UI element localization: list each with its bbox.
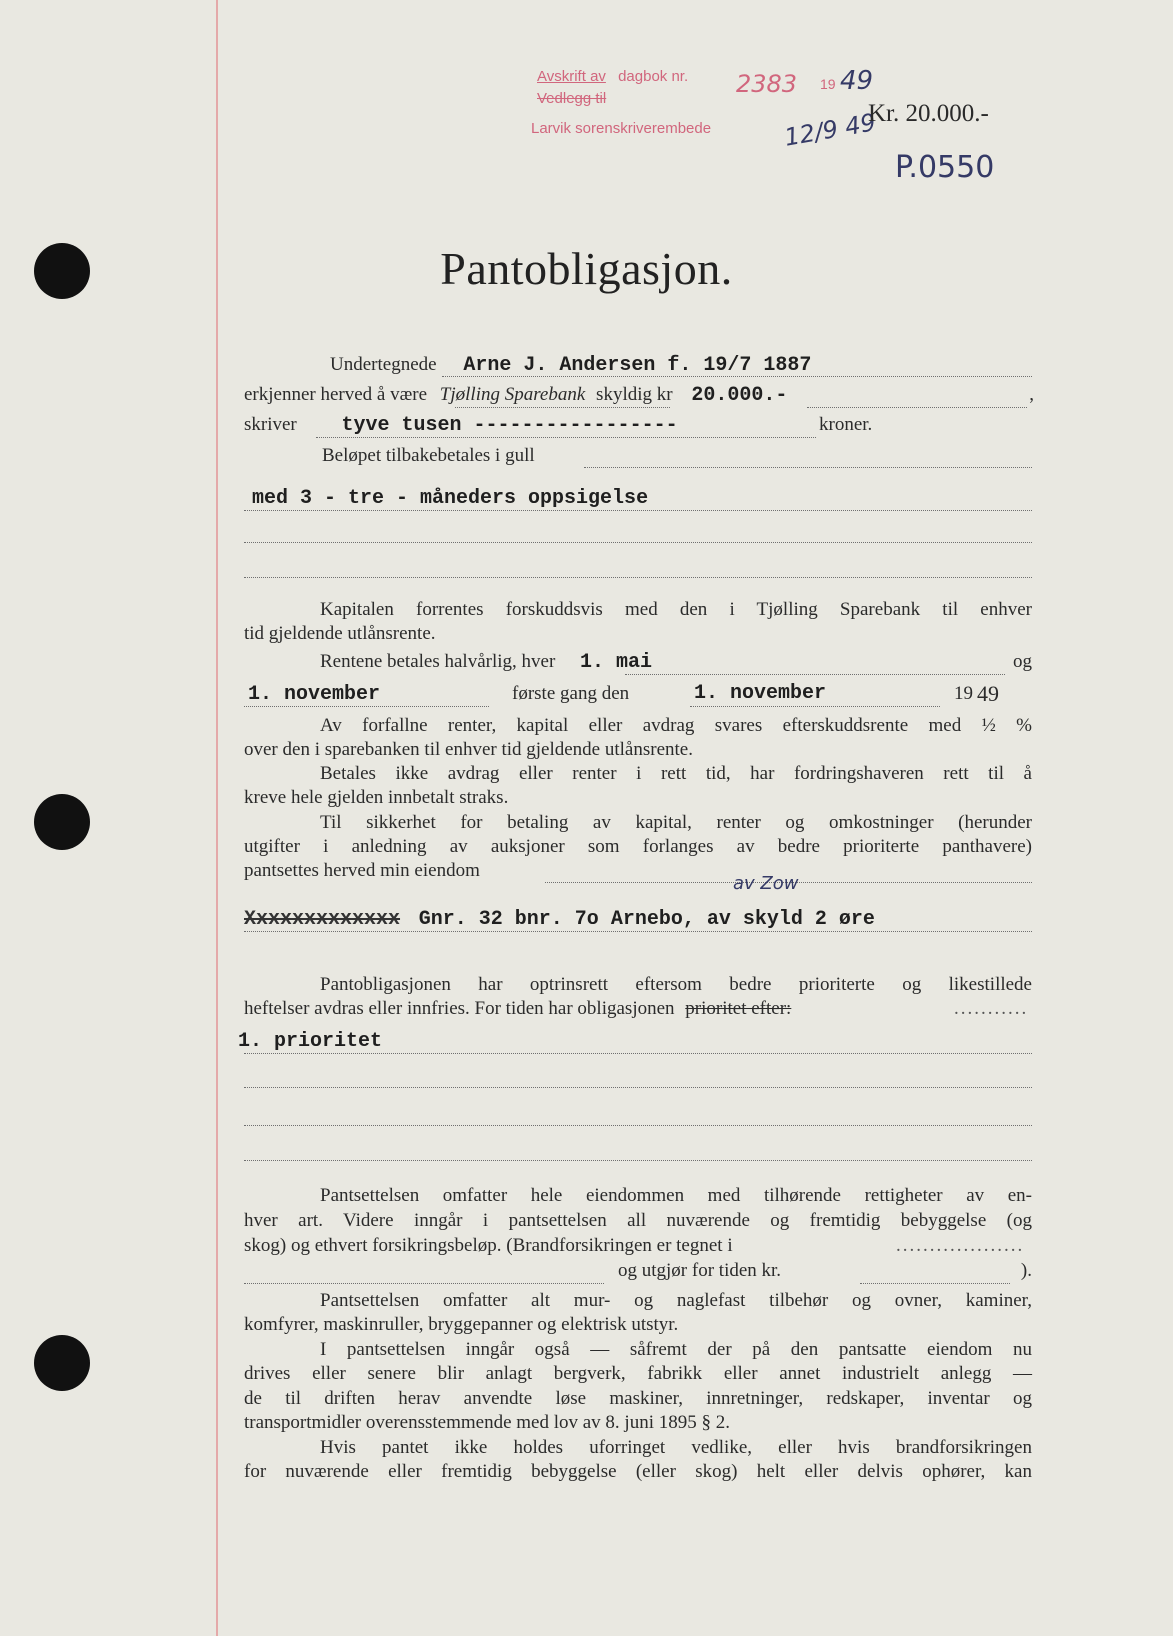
kroner-label: kroner.: [819, 414, 873, 435]
interest-date-1: 1. mai: [580, 651, 653, 674]
fill-line: [244, 1160, 1032, 1161]
reference-number: P.0550: [895, 150, 995, 185]
fill-line: [625, 674, 1005, 675]
page-title: Pantobligasjon.: [440, 243, 733, 294]
optrinsrett-line-1: Pantobligasjonen har optrinsrett eftersom bedre prioriterte og likestillede: [320, 974, 1032, 995]
erkjenner-row: erkjenner herved å være Tjølling Sparebank skyldig kr 20.000.- ,: [244, 384, 1034, 407]
skriver-row: [244, 413, 1032, 438]
stamp-line2: Vedlegg til: [537, 90, 607, 107]
sikkerhet-line-3: pantsettes herved min eiendom: [244, 860, 480, 881]
first-year-prefix: 19: [954, 683, 973, 704]
erkjenner-label: erkjenner herved å være: [244, 384, 428, 405]
fill-line: [807, 407, 1027, 408]
og-label: og: [1013, 651, 1032, 672]
fill-line: [244, 510, 1032, 511]
inngar-line-4: transportmidler overensstemmende med lov av 8. juni 1895 § 2.: [244, 1412, 730, 1433]
belopet-label: Beløpet tilbakebetales i gull: [322, 445, 535, 466]
fill-line: [244, 577, 1032, 578]
fill-line: [244, 706, 489, 707]
kapitalen-line-1: Kapitalen forrentes forskuddsvis med den i Tjølling Sparebank til enhver: [320, 599, 1032, 620]
fill-line: [244, 1125, 1032, 1126]
first-payment-date: 1. november: [694, 682, 827, 705]
dagbok-year: 49: [840, 66, 874, 96]
omfatter-line-3: skog) og ethvert forsikringsbeløp. (Brandforsikringen er tegnet i: [244, 1235, 733, 1256]
omfatter-line-4-end: ).: [1020, 1260, 1032, 1281]
rentene-row: [244, 650, 1032, 675]
creditor-name: Tjølling Sparebank: [439, 384, 586, 405]
punch-hole: [34, 794, 90, 850]
property-description: Gnr. 32 bnr. 7o Arnebo, av skyld 2 øre: [418, 908, 875, 931]
fill-line: [244, 542, 1032, 543]
fill-line: [690, 706, 940, 707]
property-note: av Zow: [733, 873, 799, 894]
stamp-line3: Larvik sorenskriverembede: [531, 120, 712, 137]
rentene-label: Rentene betales halvårlig, hver: [320, 651, 556, 672]
priority-row: [238, 1029, 1026, 1054]
tilbehor-line-2: komfyrer, maskinruller, bryggepanner og elektrisk utstyr.: [244, 1314, 679, 1335]
fill-line: [244, 931, 1032, 932]
betales-line-2: kreve hele gjelden innbetalt straks.: [244, 787, 509, 808]
hvis-line-2: for nuværende eller fremtidig bebyggelse (eller skog) helt eller delvis ophører, kan: [244, 1461, 1032, 1482]
fill-line: [442, 376, 1032, 377]
betales-line-1: Betales ikke avdrag eller renter i rett tid, har fordringshaveren rett til å: [320, 763, 1032, 784]
inngar-line-2: drives eller senere blir anlagt bergverk, fabrikk eller annet industrielt anlegg —: [244, 1363, 1032, 1384]
optrinsrett-line-2: heftelser avdras eller innfries. For tiden har obligasjonen: [244, 998, 675, 1019]
property-row: [244, 907, 1032, 932]
amount-digits: 20.000.-: [691, 384, 788, 407]
skyldig-label: skyldig kr: [596, 384, 673, 405]
undertegnede-row: [244, 353, 1032, 378]
optrinsrett-struck: prioritet efter:: [685, 998, 792, 1019]
inngar-line-3: de til driften herav anvendte løse maskiner, innretninger, redskaper, inventar og: [244, 1388, 1032, 1409]
first-year: 49: [977, 681, 999, 706]
skriver-label: skriver: [244, 414, 297, 435]
kapitalen-line-2: tid gjeldende utlånsrente.: [244, 623, 436, 644]
debtor-name: Arne J. Andersen f. 19/7 1887: [463, 354, 812, 377]
fill-line: [584, 467, 1032, 468]
interest-date-2: 1. november: [248, 683, 381, 706]
fill-line: [860, 1283, 1010, 1284]
optrinsrett-row: heftelser avdras eller innfries. For tiden har obligasjonen prioritet efter: ...........: [244, 998, 1029, 1019]
undertegnede-label: Undertegnede: [330, 354, 437, 375]
fill-line: [455, 407, 670, 408]
repayment-terms: med 3 - tre - måneders oppsigelse: [252, 487, 649, 510]
forste-gang-label: første gang den: [512, 683, 630, 704]
sikkerhet-line-1: Til sikkerhet for betaling av kapital, renter og omkostninger (herunder: [320, 812, 1032, 833]
sikkerhet-line-2: utgifter i anledning av auksjoner som forlanges av bedre prioriterte panthavere): [244, 836, 1032, 857]
av-forfallne-line-2: over den i sparebanken til enhver tid gjeldende utlånsrente.: [244, 739, 693, 760]
repayment-row: [244, 486, 1032, 511]
stamp-amount: Kr. 20.000.-: [868, 100, 989, 127]
priority-value: 1. prioritet: [238, 1030, 383, 1053]
inngar-line-1: I pantsettelsen inngår også — såfremt der på den pantsatte eiendom nu: [320, 1339, 1032, 1360]
amount-words: tyve tusen -----------------: [341, 414, 678, 437]
forste-gang-row: [244, 682, 1032, 707]
stamp-date: 12/9 49: [782, 108, 878, 152]
hvis-line-1: Hvis pantet ikke holdes uforringet vedlike, eller hvis brandforsikringen: [320, 1437, 1032, 1458]
tilbehor-line-1: Pantsettelsen omfatter alt mur- og naglefast tilbehør og ovner, kaminer,: [320, 1290, 1032, 1311]
omfatter-line-4: og utgjør for tiden kr.: [618, 1260, 782, 1281]
dagbok-number: 2383: [736, 70, 798, 98]
belopet-row: [244, 444, 1032, 468]
omfatter-line-2: hver art. Videre inngår i pantsettelsen all nuværende og fremtidig bebyggelse (og: [244, 1210, 1032, 1231]
punch-hole: [34, 1335, 90, 1391]
fill-line: [244, 1053, 1032, 1054]
stamp-year-label: 19: [820, 76, 836, 92]
stamp-line1: Avskrift av dagbok nr.: [537, 68, 689, 85]
fill-line: [244, 1087, 1032, 1088]
av-forfallne-line-1: Av forfallne renter, kapital eller avdrag svares efterskuddsrente med ½ %: [320, 715, 1032, 736]
fill-line: [244, 1283, 604, 1284]
fill-line: [316, 437, 816, 438]
property-struck: Xxxxxxxxxxxxx: [244, 908, 401, 931]
omfatter-line-1: Pantsettelsen omfatter hele eiendommen med tilhørende rettigheter av en-: [320, 1185, 1032, 1206]
omfatter-line-3-row: skog) og ethvert forsikringsbeløp. (Brandforsikringen er tegnet i ...................: [244, 1235, 1025, 1256]
